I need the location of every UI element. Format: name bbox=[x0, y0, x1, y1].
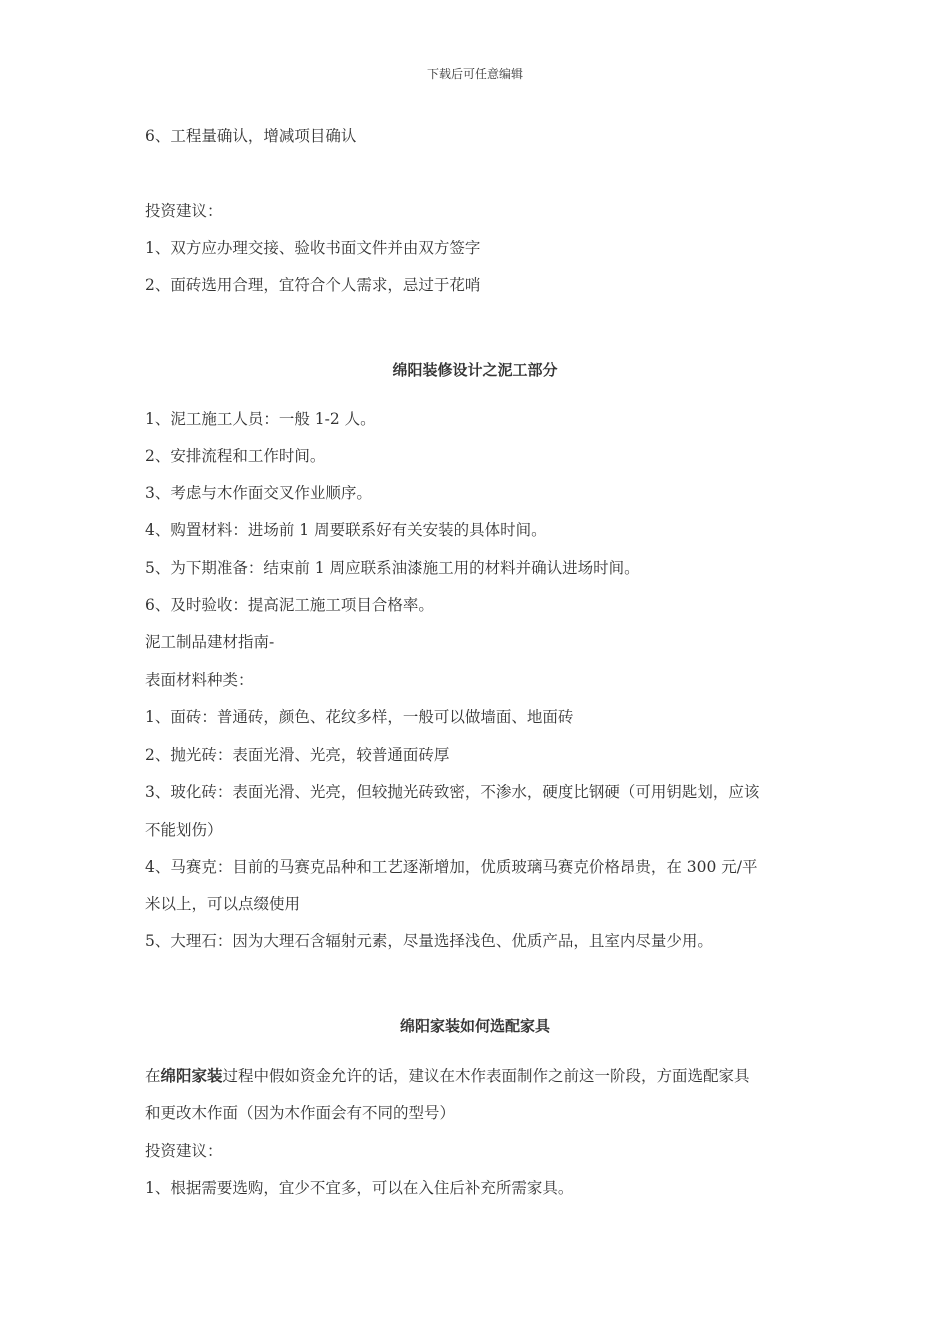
highlight-keyword: 绵阳家装 bbox=[160, 1066, 223, 1085]
mud-item-6: 6、及时验收：提高泥工施工项目合格率。 bbox=[145, 596, 434, 614]
paragraph-prefix: 在 bbox=[145, 1067, 161, 1085]
furniture-paragraph-line-1 bbox=[145, 1065, 815, 1087]
investment-advice-title: 投资建议： bbox=[145, 202, 223, 220]
mud-item-5: 5、为下期准备：结束前 1 周应联系油漆施工用的材料并确认进场时间。 bbox=[145, 559, 640, 577]
mud-item-2: 2、安排流程和工作时间。 bbox=[145, 447, 326, 465]
mud-materials-guide: 泥工制品建材指南- bbox=[145, 633, 275, 651]
material-item-4: 4、马赛克：目前的马赛克品种和工艺逐渐增加，优质玻璃马赛克价格昂贵，在 300 元/平 bbox=[145, 858, 758, 876]
furniture-advice-item-1: 1、根据需要选购，宜少不宜多，可以在入住后补充所需家具。 bbox=[145, 1179, 574, 1197]
page-header: 下载后可任意编辑 bbox=[426, 67, 523, 81]
mud-section-heading: 绵阳装修设计之泥工部分 bbox=[392, 361, 558, 379]
furniture-paragraph-line-2: 和更改木作面（因为木作面会有不同的型号） bbox=[145, 1104, 456, 1122]
advice-item-2: 2、面砖选用合理，宜符合个人需求，忌过于花哨 bbox=[145, 276, 481, 294]
material-item-3: 3、玻化砖：表面光滑、光亮，但较抛光砖致密，不渗水，硬度比钢硬（可用钥匙划，应该 bbox=[145, 783, 760, 801]
furniture-advice-title: 投资建议： bbox=[145, 1142, 223, 1160]
mud-item-4: 4、购置材料：进场前 1 周要联系好有关安装的具体时间。 bbox=[145, 521, 547, 539]
material-item-3-cont: 不能划伤） bbox=[145, 821, 223, 839]
furniture-section-heading: 绵阳家装如何选配家具 bbox=[399, 1017, 550, 1035]
material-item-2: 2、抛光砖：表面光滑、光亮，较普通面砖厚 bbox=[145, 746, 450, 764]
paragraph-rest: 过程中假如资金允许的话，建议在木作表面制作之前这一阶段，方面选配家具 bbox=[222, 1067, 750, 1085]
material-item-5: 5、大理石：因为大理石含辐射元素，尽量选择浅色、优质产品，且室内尽量少用。 bbox=[145, 932, 713, 950]
material-item-1: 1、面砖：普通砖，颜色、花纹多样，一般可以做墙面、地面砖 bbox=[145, 708, 574, 726]
mud-item-3: 3、考虑与木作面交叉作业顺序。 bbox=[145, 484, 372, 502]
surface-materials-title: 表面材料种类： bbox=[145, 671, 254, 689]
item-6-quantity-confirm: 6、工程量确认，增减项目确认 bbox=[145, 127, 357, 145]
material-item-4-cont: 米以上，可以点缀使用 bbox=[145, 895, 301, 913]
mud-item-1: 1、泥工施工人员：一般 1-2 人。 bbox=[145, 410, 376, 428]
advice-item-1: 1、双方应办理交接、验收书面文件并由双方签字 bbox=[145, 239, 481, 257]
